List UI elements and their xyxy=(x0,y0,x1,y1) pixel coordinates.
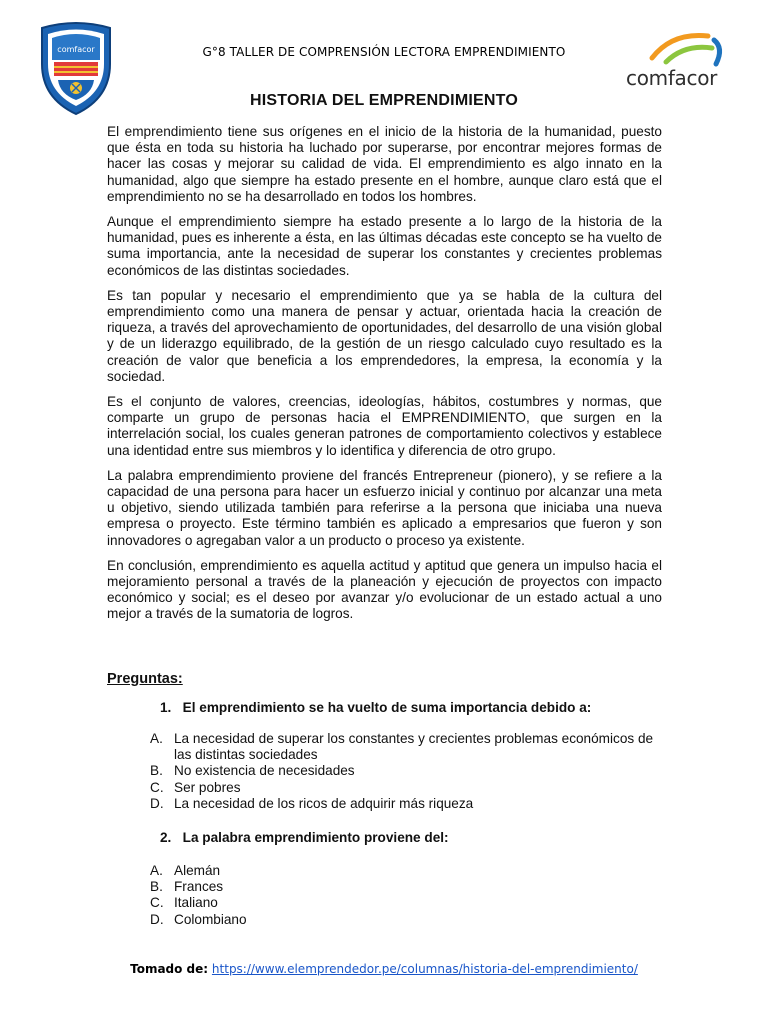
source-link[interactable]: https://www.elemprendedor.pe/columnas/historia-del-emprendimiento/ xyxy=(211,962,638,976)
option-text: Italiano xyxy=(174,895,218,911)
option-text: Frances xyxy=(174,879,224,895)
option-letter: A. xyxy=(150,731,163,746)
option-letter: D. xyxy=(150,911,164,927)
option-item xyxy=(150,879,670,895)
comfacor-wordmark: comfacor xyxy=(626,66,718,90)
paragraph-6: En conclusión, emprendimiento es aquella actitud y aptitud que genera un impulso hacia el mejoramiento personal a través de la planeación y ejecución de proyectos con impacto económico y social; es el deseo por avanzar y/o evolucionar de un estado actual a uno mejor a través de la sumatoria de logros. xyxy=(107,557,662,622)
option-letter: A. xyxy=(150,863,163,878)
paragraph-1: El emprendimiento tiene sus orígenes en el inicio de la historia de la humanidad, puesto que ésta en toda su historia ha luchado por superarse, por encontrar mejores formas de hacer las cosas y mejorar su calidad de vida. El emprendimiento es algo innato en la humanidad, algo que siempre ha estado presente en el hombre, aunque claro está que el emprendimiento no se ha desarrollado en todos los hombres. xyxy=(107,124,662,204)
comfacor-logo xyxy=(626,28,738,94)
option-text: No existencia de necesidades xyxy=(174,763,355,779)
document-title: HISTORIA DEL EMPRENDIMIENTO xyxy=(250,92,518,109)
option-text: Ser pobres xyxy=(174,779,241,795)
option-letter: B. xyxy=(150,763,163,779)
option-text: Colombiano xyxy=(174,911,247,927)
option-item xyxy=(150,863,670,879)
paragraph-3: Es tan popular y necesario el emprendimiento que ya se habla de la cultura del emprendimiento como una manera de pensar y actuar, orientada hacia la creación de riqueza, a través del aprovechamiento de oportunidades, del desarrollo de una visión global y de un liderazgo equilibrado, de la gestión de un riesgo calculado cuyo resultado es la creación de valor que beneficia a los emprendedores, la empresa, la economía y la sociedad. xyxy=(107,287,662,384)
option-item xyxy=(150,796,670,812)
paragraph-5: La palabra emprendimiento proviene del francés Entrepreneur (pionero), y se refiere a la capacidad de una persona para hacer un esfuerzo inicial y continuo por alcanzar una meta u objetivo, siendo utilizada también para referirse a la persona que iniciaba una nueva empresa o proyecto. Este término también es aplicado a empresarios que fueron y son innovadores o agregaban valor a un producto o proceso ya existente. xyxy=(107,467,662,548)
workshop-title: G°8 TALLER DE COMPRENSIÓN LECTORA EMPRENDIMIENTO xyxy=(202,45,566,59)
body-text xyxy=(107,124,662,632)
option-letter: B. xyxy=(150,879,163,895)
option-letter: D. xyxy=(150,795,164,811)
question-1-title: 1. El emprendimiento se ha vuelto de suma importancia debido a: xyxy=(160,700,592,715)
option-item xyxy=(150,763,670,779)
source-label: Tomado de: xyxy=(130,962,209,976)
question-2-title: 2. La palabra emprendimiento proviene del: xyxy=(160,830,449,845)
paragraph-4: Es el conjunto de valores, creencias, ideologías, hábitos, costumbres y normas, que comparte un grupo de personas hacia el EMPRENDIMIENTO, que surgen en la interrelación social, los cuales generan patrones de comportamiento colectivos y establece una identidad entre sus miembros y lo identifica y diferencia de otro grupo. xyxy=(107,394,662,458)
questions-heading: Preguntas: xyxy=(107,671,183,687)
option-text: La necesidad de superar los constantes y crecientes problemas económicos de las distintas sociedades xyxy=(174,731,654,763)
option-text: Alemán xyxy=(174,863,221,878)
option-text: La necesidad de los ricos de adquirir más riqueza xyxy=(174,795,474,811)
question-2-options xyxy=(150,863,670,928)
option-letter: C. xyxy=(150,779,164,795)
option-item xyxy=(150,780,670,796)
option-item xyxy=(150,895,670,911)
option-item xyxy=(150,731,670,763)
option-letter: C. xyxy=(150,895,164,911)
question-1-options xyxy=(150,731,670,812)
paragraph-2: Aunque el emprendimiento siempre ha estado presente a lo largo de la historia de la humanidad, pues es inherente a ésta, en las últimas décadas este concepto se ha vuelto de suma importancia, ante la necesidad de superar los constantes y crecientes problemas económicos de las distintas sociedades. xyxy=(107,214,662,278)
school-logo-brand: comfacor xyxy=(57,45,95,54)
source-footer xyxy=(0,962,768,976)
comfacor-arcs-icon xyxy=(626,28,738,68)
option-item xyxy=(150,912,670,928)
